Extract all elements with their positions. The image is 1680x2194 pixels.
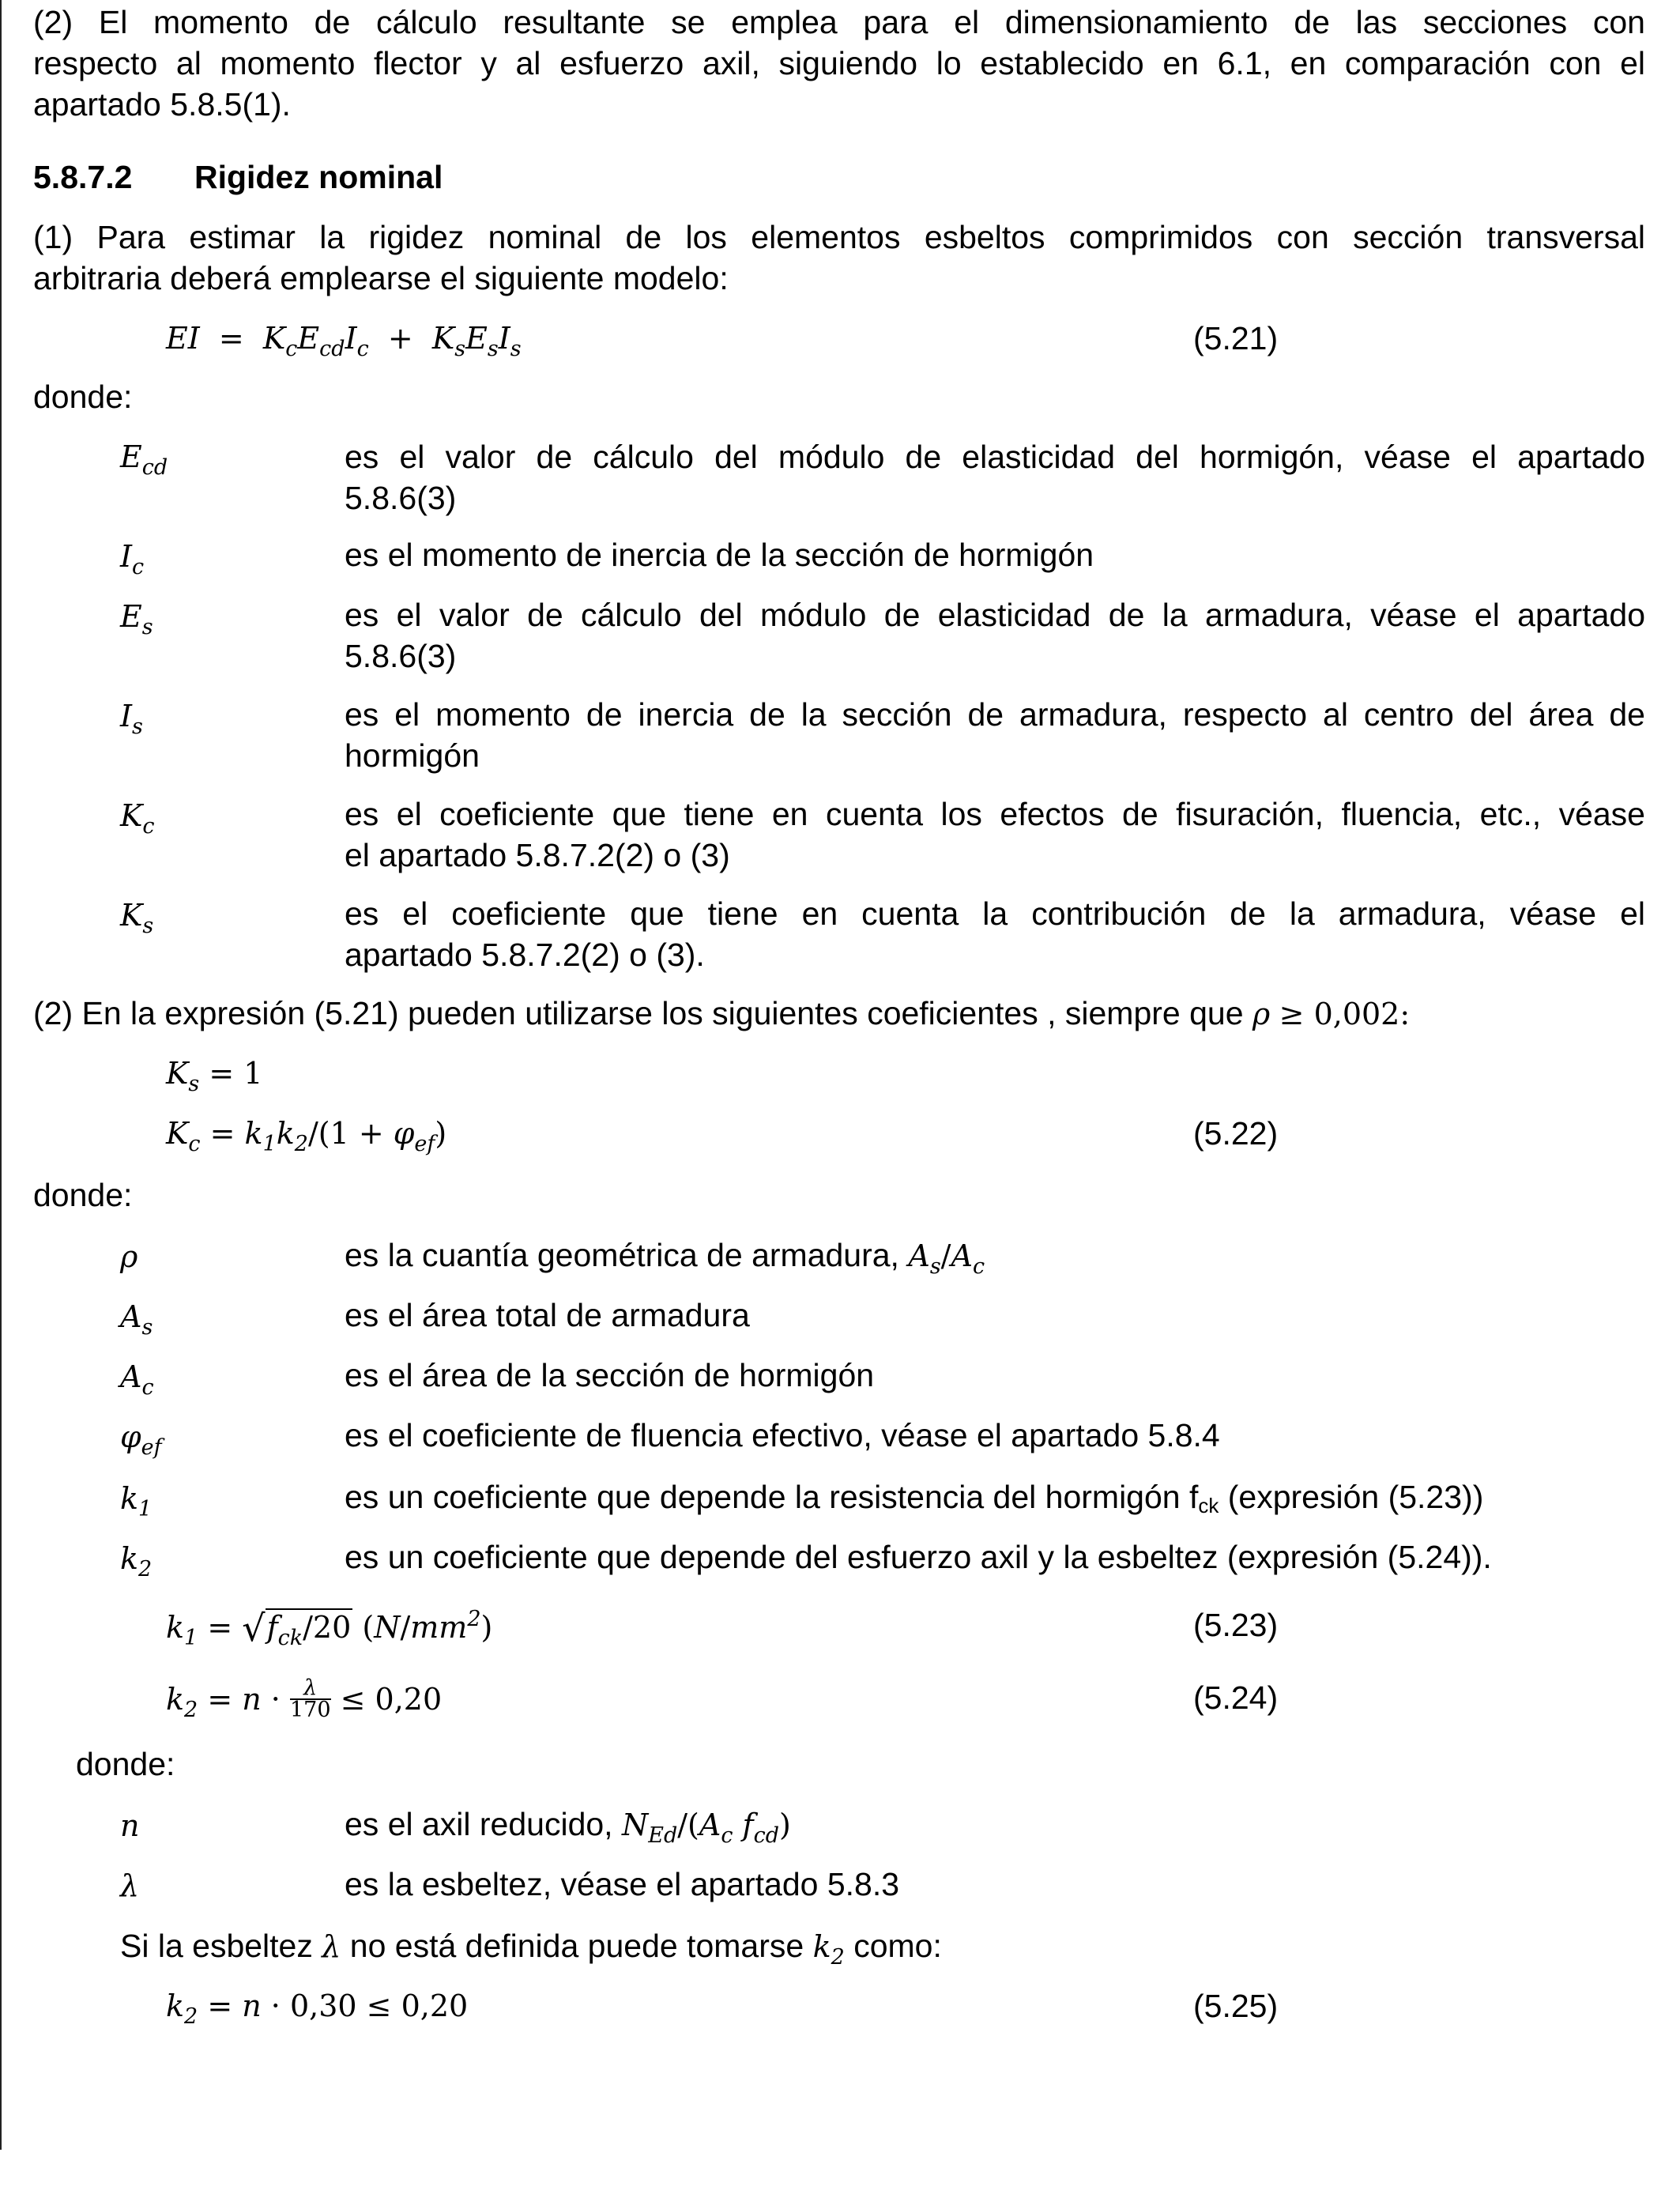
equation-5-24: $k_2 = n$ · $\frac{\lambda}{170}$ ≤ 0,20 xyxy=(166,1675,443,1722)
text-line xyxy=(345,1235,1645,1279)
symbol-k2: $k_2$ xyxy=(812,1929,845,1970)
equation-5-25: $k_2 = n \cdot 0,30 \le 0,20$ xyxy=(166,1989,469,2029)
text-line: es el valor de cálculo del módulo de elasticidad del hormigón, véase el apartado xyxy=(345,439,1645,475)
symbol-ks: $K_s$ xyxy=(120,898,154,938)
text-line: es el momento de inercia de la sección de hormigón xyxy=(345,537,1094,573)
symbol-ic: $I_c$ xyxy=(120,539,145,579)
text-line: respecto al momento flector y al esfuerzo axil, siguiendo lo establecido en 6.1, en comparación con el xyxy=(33,45,1645,81)
fraction xyxy=(289,1675,331,1722)
text-line: hormigón xyxy=(345,737,480,774)
equation-5-23: $k_1 = √f_{ck}/20$ $(N/mm^2)$ xyxy=(166,1604,492,1648)
definition-as xyxy=(345,1295,1645,1336)
equation-ks: $K_s = 1$ xyxy=(166,1056,263,1096)
symbol-lambda: λ xyxy=(322,1929,341,1964)
paragraph-2 xyxy=(33,993,1410,1035)
symbol-k1: $k_1$ xyxy=(120,1481,153,1521)
paragraph-1 xyxy=(33,217,1645,299)
ratio-as-ac: $A_s/A_c$ xyxy=(908,1238,985,1279)
donde-label: donde: xyxy=(76,1746,175,1782)
condition-text: ≥ 0,002: xyxy=(1279,997,1411,1031)
text-line: es el área de la sección de hormigón xyxy=(345,1357,875,1393)
symbol-n: n xyxy=(120,1808,140,1843)
text-fragment: no está definida puede tomarse xyxy=(349,1928,804,1964)
text-line: apartado 5.8.7.2(2) o (3). xyxy=(345,937,705,973)
section-title: Rigidez nominal xyxy=(194,159,443,195)
equation-5-21: EI = $K_cE_{cd}I_c + K_sE_sI_s$ xyxy=(166,321,522,361)
definition-ks xyxy=(345,893,1645,975)
denominator: 170 xyxy=(289,1697,331,1722)
symbol-rho: ρ xyxy=(120,1239,138,1274)
symbol-phi-ef: $\varphi_{ef}$ xyxy=(120,1419,162,1460)
equation-number: (5.22) xyxy=(1193,1115,1279,1152)
definition-kc xyxy=(345,794,1645,876)
text-line: es el coeficiente de fluencia efectivo, véase el apartado 5.8.4 xyxy=(345,1417,1220,1453)
intro-paragraph xyxy=(33,2,1645,125)
text-fragment: es la cuantía geométrica de armadura, xyxy=(345,1237,899,1273)
definition-lambda xyxy=(345,1864,1645,1905)
text-line: 5.8.6(3) xyxy=(345,638,457,674)
donde-label: donde: xyxy=(33,379,133,415)
text-line xyxy=(345,1804,1645,1848)
symbol-es: $E_s$ xyxy=(120,599,153,639)
definition-ac xyxy=(345,1355,1645,1396)
text-line: (1) Para estimar la rigidez nominal de los elementos esbeltos comprimidos con sección transversal xyxy=(33,219,1645,255)
text-fragment: como: xyxy=(853,1928,942,1964)
section-number: 5.8.7.2 xyxy=(33,159,133,195)
definition-k2 xyxy=(345,1536,1645,1578)
inequality: ≤ 0,20 xyxy=(366,1989,469,2023)
symbol-k2: $k_2$ xyxy=(120,1541,153,1581)
equation-number: (5.24) xyxy=(1193,1679,1279,1716)
text-line: es el valor de cálculo del módulo de elasticidad de la armadura, véase el apartado xyxy=(345,597,1645,633)
text-line: 5.8.6(3) xyxy=(345,480,457,516)
definition-ic xyxy=(345,534,1645,575)
subscript: ck xyxy=(1198,1494,1219,1517)
symbol-kc: $K_c$ xyxy=(120,798,155,839)
definition-k1 xyxy=(345,1476,1645,1517)
equation-5-22: $K_c = k_1k_2/(1 + \varphi_{ef})$ xyxy=(166,1116,447,1156)
text-fragment: Si la esbeltez xyxy=(120,1928,313,1964)
text-line: es la esbeltez, véase el apartado 5.8.3 xyxy=(345,1866,900,1902)
equation-number: (5.25) xyxy=(1193,1988,1279,2024)
definition-rho xyxy=(345,1235,1645,1279)
symbol-rho: ρ xyxy=(1252,997,1271,1031)
text-fragment: es un coeficiente que depende la resistencia del hormigón f xyxy=(345,1479,1199,1515)
inequality: ≤ 0,20 xyxy=(340,1682,443,1717)
text-line: (2) En la expresión (5.21) pueden utilizarse los siguientes coeficientes , siempre que xyxy=(33,995,1244,1031)
definition-is xyxy=(345,694,1645,776)
left-margin-rule xyxy=(0,0,2,2150)
text-line: es el área total de armadura xyxy=(345,1297,750,1333)
equation-number: (5.21) xyxy=(1193,320,1279,356)
symbol-ecd: $E_{cd}$ xyxy=(120,439,168,480)
definition-n xyxy=(345,1804,1645,1848)
symbol-is: $I_s$ xyxy=(120,699,143,739)
definition-ecd xyxy=(345,436,1645,518)
text-line xyxy=(345,1476,1645,1517)
sqrt-expression: $√f_{ck}/20$ xyxy=(242,1607,352,1650)
text-line: es el momento de inercia de la sección de armadura, respecto al centro del área de xyxy=(345,696,1645,733)
numerator: λ xyxy=(290,1678,331,1700)
donde-label: donde: xyxy=(33,1177,133,1213)
text-line: es el coeficiente que tiene en cuenta los efectos de fisuración, fluencia, etc., véase xyxy=(345,796,1645,832)
text-line: (2) El momento de cálculo resultante se emplea para el dimensionamiento de las secciones con xyxy=(33,4,1645,40)
definition-es xyxy=(345,594,1645,677)
text-line: es un coeficiente que depende del esfuerzo axil y la esbeltez (expresión (5.24)). xyxy=(345,1539,1492,1575)
definition-phi-ef xyxy=(345,1415,1645,1456)
symbol-ac: $A_c$ xyxy=(120,1359,154,1400)
symbol-lambda: λ xyxy=(120,1868,140,1903)
text-line: arbitraria deberá emplearse el siguiente modelo: xyxy=(33,260,729,296)
text-line: es el coeficiente que tiene en cuenta la contribución de la armadura, véase el xyxy=(345,895,1645,932)
text-fragment: es el axil reducido, xyxy=(345,1806,613,1842)
text-fragment: (expresión (5.23)) xyxy=(1219,1479,1484,1515)
symbol-as: $A_s$ xyxy=(120,1299,153,1340)
note-line xyxy=(120,1925,942,1970)
equation-number: (5.23) xyxy=(1193,1607,1279,1643)
text-line: apartado 5.8.5(1). xyxy=(33,86,291,123)
text-line: el apartado 5.8.7.2(2) o (3) xyxy=(345,837,730,873)
expression-ned: $N_{Ed}/(A_c$ $f_{cd}$) xyxy=(621,1808,791,1848)
